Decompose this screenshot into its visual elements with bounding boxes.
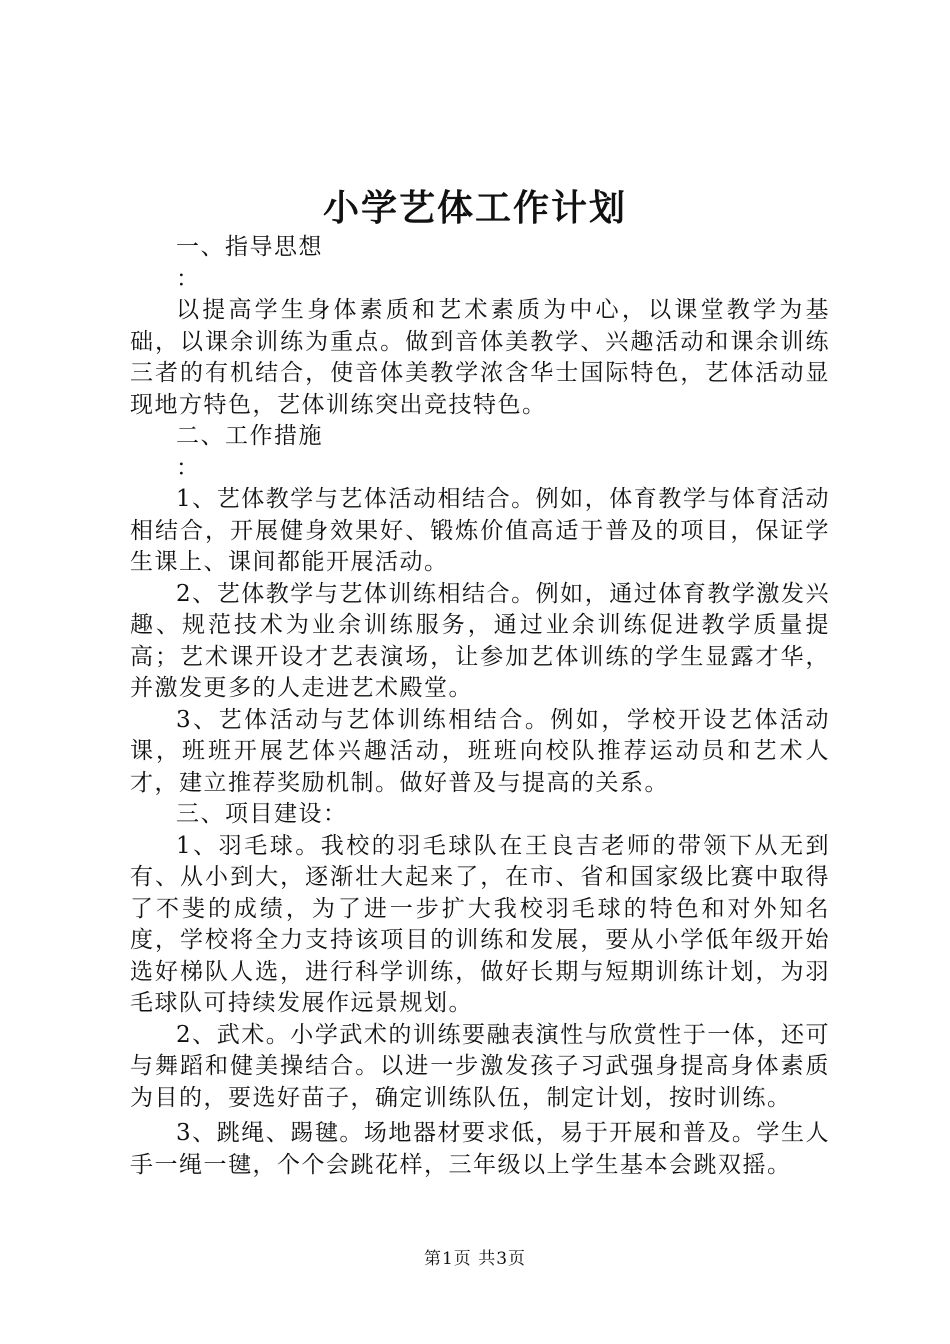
- page-number-footer: 第1页 共3页: [423, 1249, 527, 1269]
- paragraph-project-rope-shuttlecock: 3、跳绳、踢毽。场地器材要求低，易于开展和普及。学生人手一绳一毽，个个会跳花样，三年级以上学生基本会跳双摇。: [130, 1120, 830, 1178]
- section-heading-guiding-ideology: 一、指导思想: [176, 234, 323, 260]
- paragraph-measure-1: 1、艺体教学与艺体活动相结合。例如，体育教学与体育活动相结合，开展健身效果好、锻炼价值高适于普及的项目，保证学生课上、课间都能开展活动。: [130, 486, 830, 575]
- paragraph-project-badminton: 1、羽毛球。我校的羽毛球队在王良吉老师的带领下从无到有、从小到大，逐渐壮大起来了，在市、省和国家级比赛中取得了不斐的成绩，为了进一步扩大我校羽毛球的特色和对外知名度，学校将全力支持该项目的训练和发展，要从小学低年级开始选好梯队人选，进行科学训练，做好长期与短期训练计划，为羽毛球队可持续发展作远景规划。: [130, 832, 830, 1016]
- section-heading-work-measures: 二、工作措施: [176, 423, 323, 449]
- paragraph-guiding-ideology: 以提高学生身体素质和艺术素质为中心，以课堂教学为基础，以课余训练为重点。做到音体美教学、兴趣活动和课余训练三者的有机结合，使音体美教学浓含华士国际特色，艺体活动显现地方特色，艺体训练突出竞技特色。: [130, 297, 830, 418]
- colon-line: ：: [176, 265, 201, 292]
- colon-line: ：: [176, 454, 201, 481]
- paragraph-measure-2: 2、艺体教学与艺体训练相结合。例如，通过体育教学激发兴趣、规范技术为业余训练服务，通过业余训练促进教学质量提高；艺术课开设才艺表演场，让参加艺体训练的学生显露才华，并激发更多的人走进艺术殿堂。: [130, 580, 830, 701]
- section-heading-project-building: 三、项目建设：: [176, 801, 348, 827]
- document-title: 小学艺体工作计划: [322, 187, 627, 229]
- paragraph-measure-3: 3、艺体活动与艺体训练相结合。例如，学校开设艺体活动课，班班开展艺体兴趣活动，班班向校队推荐运动员和艺术人才，建立推荐奖励机制。做好普及与提高的关系。: [130, 706, 830, 796]
- paragraph-project-martial-arts: 2、武术。小学武术的训练要融表演性与欣赏性于一体，还可与舞蹈和健美操结合。以进一步激发孩子习武强身提高身体素质为目的，要选好苗子，确定训练队伍，制定计划，按时训练。: [130, 1021, 830, 1111]
- document-body: [130, 232, 830, 1181]
